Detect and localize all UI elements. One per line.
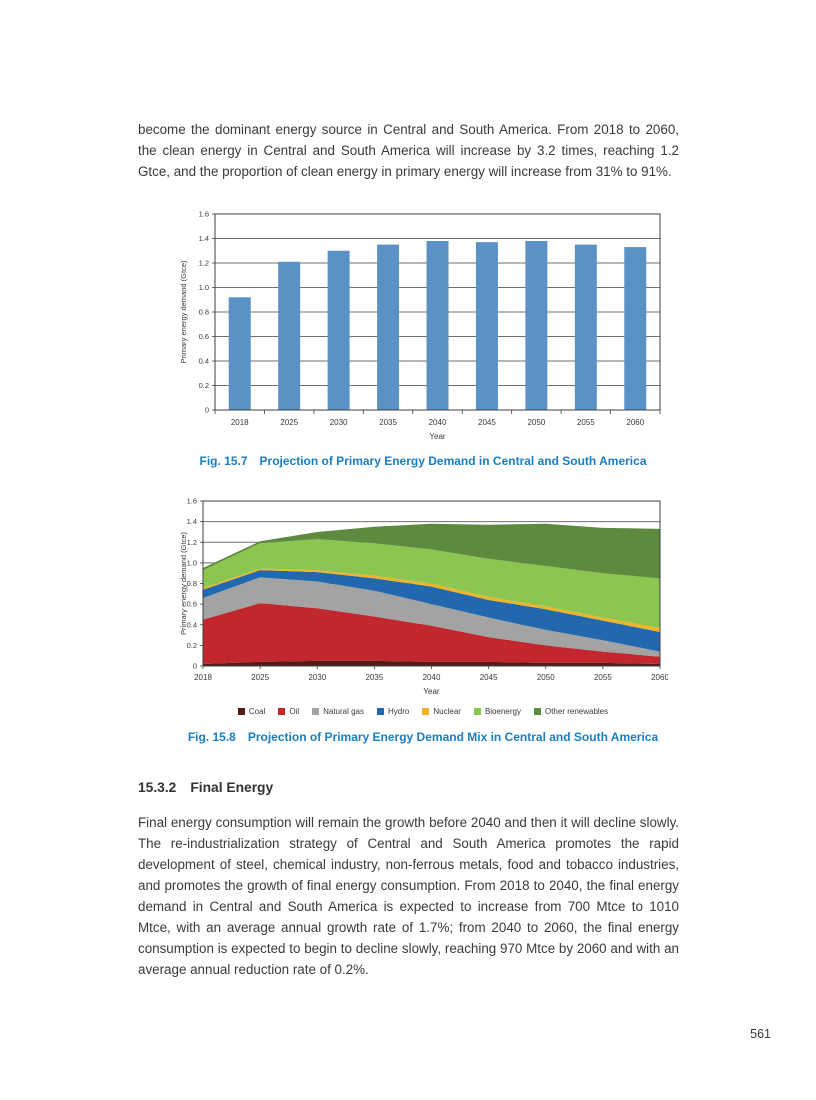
svg-text:1.6: 1.6 [198, 209, 209, 219]
svg-text:2040: 2040 [422, 673, 441, 682]
legend-swatch-icon [377, 708, 384, 715]
svg-text:1.2: 1.2 [198, 258, 209, 268]
svg-text:0: 0 [192, 661, 197, 671]
figure-label: Fig. 15.8 [187, 730, 236, 744]
legend-item-other-renewables [534, 707, 608, 716]
svg-text:2025: 2025 [280, 418, 299, 427]
svg-text:2035: 2035 [365, 673, 384, 682]
svg-text:0.8: 0.8 [198, 307, 209, 317]
body-paragraph: Final energy consumption will remain the growth before 2040 and then it will decline slowly. The re-industrialization strategy of Central and South America promotes the rapid development of steel, chemical industry, non-ferrous metals, food and tobacco industries, and promotes the growth of final energy consumption. From 2018 to 2040, the final energy demand in Central and South America is expected to increase from 700 Mtce to 1010 Mtce, with an average annual growth rate of 1.7%; from 2040 to 2060, the final energy consumption is expected to begin to decline slowly, reaching 970 Mtce by 2060 and with an average annual reduction rate of 0.2%. [138, 815, 679, 977]
svg-text:2050: 2050 [536, 673, 555, 682]
legend-swatch-icon [422, 708, 429, 715]
figure-caption-text: Projection of Primary Energy Demand Mix in Central and South America [247, 730, 659, 744]
svg-text:1.2: 1.2 [186, 537, 197, 547]
figure-15-8 [178, 491, 668, 744]
figure-label: Fig. 15.7 [199, 454, 248, 468]
page-number: 561 [750, 1027, 771, 1041]
legend-item-bioenergy [474, 707, 521, 716]
svg-text:1.4: 1.4 [186, 517, 197, 527]
svg-text:0.2: 0.2 [198, 381, 209, 391]
figure-caption-text: Projection of Primary Energy Demand in Central and South America [259, 454, 647, 468]
svg-text:2060: 2060 [651, 673, 668, 682]
intro-paragraph: become the dominant energy source in Central and South America. From 2018 to 2060, the clean energy in Central and South America will increase by 3.2 times, reaching 1.2 Gtce, and the proportion of clean energy in primary energy will increase from 31% to 91%. [138, 122, 679, 179]
legend-item-coal [238, 707, 265, 716]
legend-swatch-icon [474, 708, 481, 715]
legend-item-natural-gas [312, 707, 364, 716]
chart-legend [178, 705, 668, 718]
legend-label: Hydro [388, 707, 410, 716]
svg-text:0.6: 0.6 [186, 599, 197, 609]
legend-label: Oil [289, 707, 300, 716]
svg-text:Year: Year [429, 432, 446, 441]
svg-text:2018: 2018 [194, 673, 212, 682]
svg-text:0.4: 0.4 [186, 620, 197, 630]
svg-text:1.4: 1.4 [198, 234, 209, 244]
svg-text:2040: 2040 [428, 418, 447, 427]
figure-15-8-caption [178, 730, 668, 744]
svg-text:2035: 2035 [379, 418, 397, 427]
section-title: Final Energy [190, 780, 274, 795]
svg-text:0.4: 0.4 [198, 356, 209, 366]
section-heading-15-3-2 [138, 780, 679, 795]
svg-text:0.6: 0.6 [198, 332, 209, 342]
svg-text:0: 0 [204, 405, 209, 415]
svg-text:2025: 2025 [251, 673, 270, 682]
legend-swatch-icon [534, 708, 541, 715]
legend-label: Bioenergy [484, 707, 521, 716]
legend-label: Coal [248, 707, 266, 716]
figure-15-7 [178, 205, 668, 468]
svg-text:Primary energy demand (Gtce): Primary energy demand (Gtce) [179, 532, 188, 635]
legend-item-nuclear [422, 707, 461, 716]
svg-text:2018: 2018 [230, 418, 249, 427]
svg-text:1.0: 1.0 [198, 283, 209, 293]
svg-text:2030: 2030 [308, 673, 327, 682]
stacked-area-chart-energy-mix [178, 491, 668, 698]
legend-label: Natural gas [323, 707, 365, 716]
svg-text:0.2: 0.2 [186, 640, 197, 650]
svg-text:2055: 2055 [593, 673, 612, 682]
section-number: 15.3.2 [138, 780, 177, 795]
legend-swatch-icon [312, 708, 319, 715]
legend-swatch-icon [238, 708, 245, 715]
legend-swatch-icon [278, 708, 285, 715]
svg-text:2045: 2045 [478, 418, 496, 427]
svg-text:2050: 2050 [527, 418, 546, 427]
svg-text:2055: 2055 [576, 418, 595, 427]
svg-text:1.0: 1.0 [186, 558, 197, 568]
svg-text:2060: 2060 [626, 418, 645, 427]
svg-text:0.8: 0.8 [186, 579, 197, 589]
figure-15-7-caption [178, 454, 668, 468]
legend-label: Other renewables [544, 707, 609, 716]
svg-text:2030: 2030 [329, 418, 348, 427]
svg-text:1.6: 1.6 [186, 496, 197, 506]
legend-item-oil [278, 707, 299, 716]
svg-text:Primary energy demand (Gtce): Primary energy demand (Gtce) [179, 260, 188, 364]
svg-text:2045: 2045 [479, 673, 498, 682]
page-content [138, 0, 679, 980]
legend-label: Nuclear [433, 707, 461, 716]
legend-item-hydro [377, 707, 409, 716]
svg-text:Year: Year [423, 687, 440, 696]
bar-chart-primary-energy-demand [178, 205, 668, 442]
